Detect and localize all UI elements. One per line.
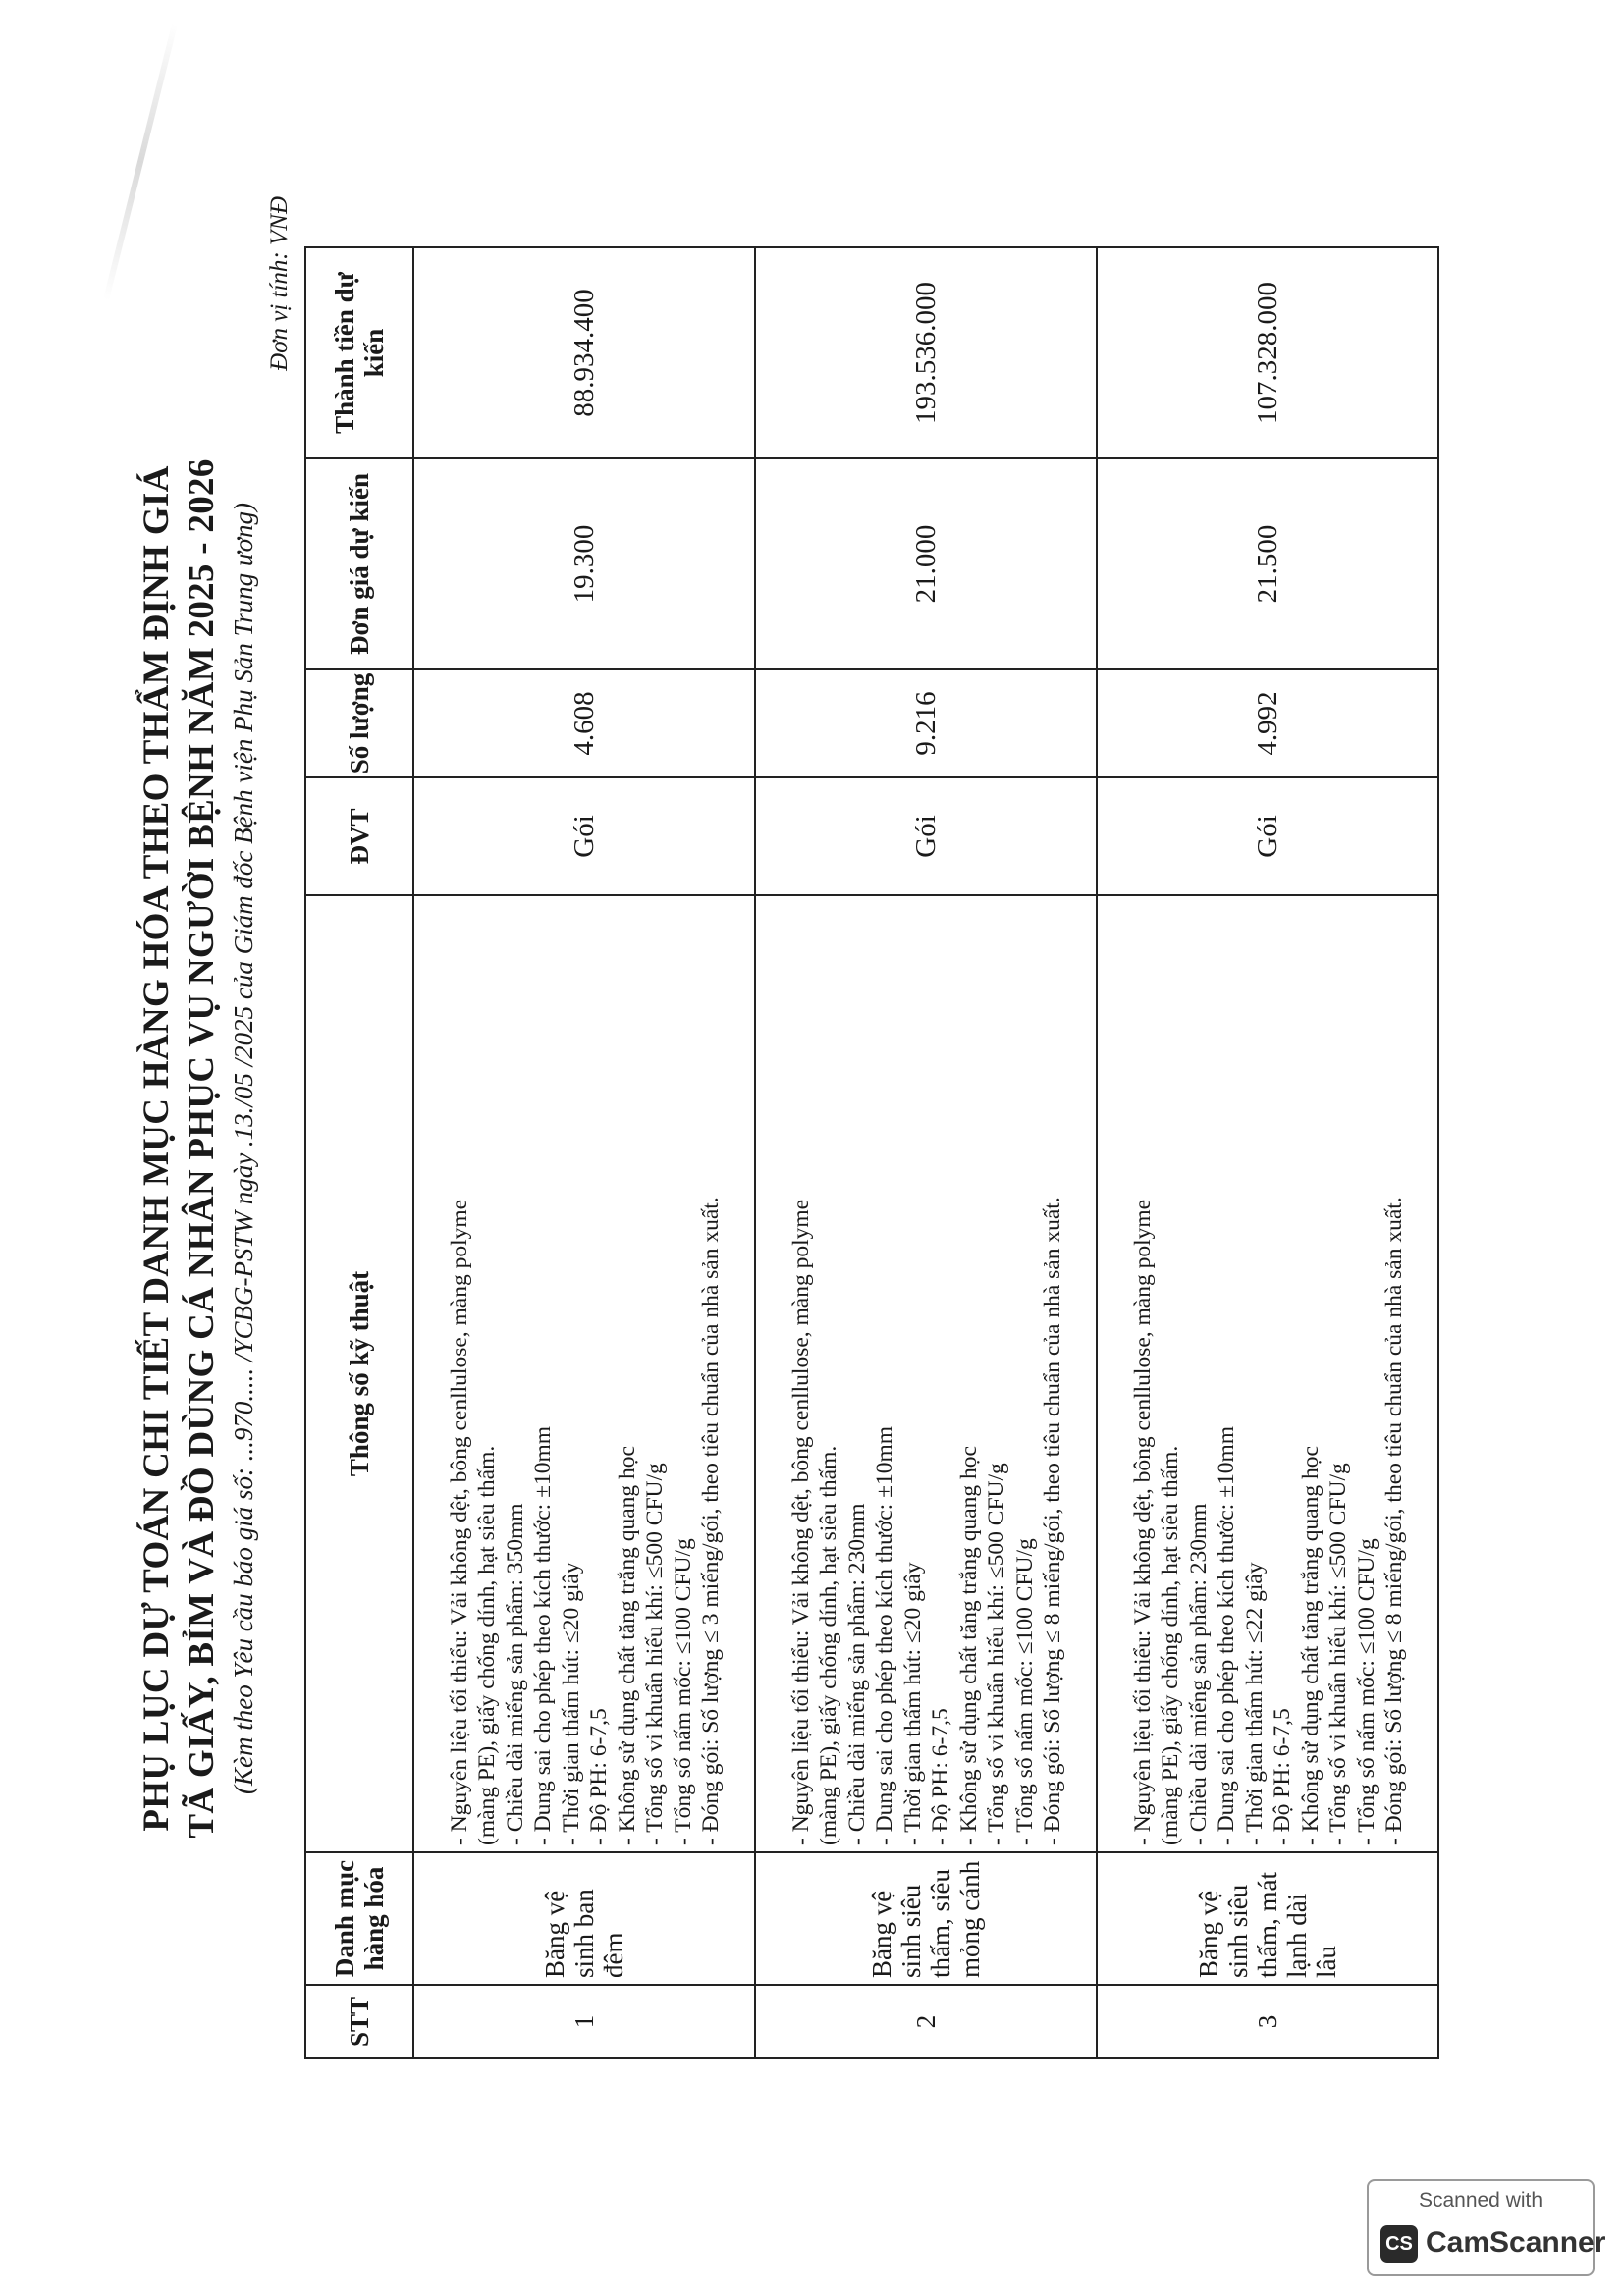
spec-line: - Tổng số nấm mốc: ≤100 CFU/g (670, 1537, 695, 1845)
row-total: 107.328.000 (1097, 247, 1438, 458)
spec-line: - Đóng gói: Số lượng ≤ 3 miếng/gói, theo tiêu chuẩn của nhà sản xuất. (697, 1196, 724, 1845)
spec-line: - Nguyên liệu tối thiểu: Vải không dệt, bông cenllulose, màng polyme (787, 1199, 813, 1845)
row-specification (1097, 895, 1438, 1852)
row-stt: 2 (755, 1985, 1097, 2058)
spec-line: - Dung sai cho phép theo kích thước: ±10mm (1213, 1425, 1239, 1845)
row-stt: 1 (413, 1985, 755, 2058)
spec-line: - Thời gian thấm hút: ≤20 giây (899, 1561, 925, 1845)
table-header-row (305, 247, 413, 2058)
spec-line: - Tổng số vi khuẩn hiếu khí: ≤500 CFU/g (983, 1462, 1009, 1845)
header-unit-price: Đơn giá dự kiến (305, 458, 413, 669)
spec-line: - Tổng số vi khuẩn hiếu khí: ≤500 CFU/g (641, 1462, 668, 1845)
table-row (755, 247, 1097, 2058)
spec-line: - Chiều dài miếng sản phẩm: 230mm (1185, 1502, 1211, 1845)
row-item-name: Băng vệ sinh siêu thấm, mát lạnh dài lâu (1097, 1852, 1438, 1985)
spec-line: (màng PE), giấy chống dính, hạt siêu thấm. (815, 1445, 841, 1845)
header-quantity: Số lượng (305, 669, 413, 777)
header-unit: ĐVT (305, 777, 413, 895)
document-title-line1: PHỤ LỤC DỰ TOÁN CHI TIẾT DANH MỤC HÀNG HÓA THEO THẨM ĐỊNH GIÁ (135, 464, 177, 1832)
document-subtitle: (Kèm theo Yêu cầu báo giá số: ...970..... /YCBG-PSTW ngày .13./05 /2025 của Giám đốc Bệnh viện Phụ Sản Trung ương) (228, 502, 258, 1794)
spec-line: - Chiều dài miếng sản phẩm: 350mm (502, 1502, 527, 1845)
row-total: 193.536.000 (755, 247, 1097, 458)
spec-line: (màng PE), giấy chống dính, hạt siêu thấm. (473, 1445, 500, 1845)
spec-line: - Không sử dụng chất tăng trắng quang học (614, 1445, 639, 1845)
document-title-line2: TÃ GIẤY, BỈM VÀ ĐỒ DÙNG CÁ NHÂN PHỤC VỤ NGƯỜI BỆNH NĂM 2025 - 2026 (181, 457, 222, 1839)
scanned-with-text: Scanned with (1418, 2189, 1543, 2212)
row-item-name: Băng vệ sinh ban đêm (413, 1852, 755, 1985)
spec-line: - Dung sai cho phép theo kích thước: ±10mm (871, 1425, 897, 1845)
row-unit: Gói (413, 777, 755, 895)
header-stt: STT (305, 1985, 413, 2058)
row-item-name: Băng vệ sinh siêu thấm, siêu mỏng cánh (755, 1852, 1097, 1985)
row-quantity: 4.608 (413, 669, 755, 777)
row-quantity: 9.216 (755, 669, 1097, 777)
row-unit-price: 21.000 (755, 458, 1097, 669)
row-stt: 3 (1097, 1985, 1438, 2058)
camscanner-badge (1367, 2179, 1606, 2276)
camscanner-brand: CamScanner (1426, 2226, 1606, 2259)
spec-line: - Không sử dụng chất tăng trắng quang học (1297, 1445, 1323, 1845)
spec-line: - Không sử dụng chất tăng trắng quang học (955, 1445, 981, 1845)
spec-line: - Nguyên liệu tối thiểu: Vải không dệt, bông cenllulose, màng polyme (446, 1199, 471, 1845)
table-row (1097, 247, 1438, 2058)
spec-line: - Đóng gói: Số lượng ≤ 8 miếng/gói, theo tiêu chuẩn của nhà sản xuất. (1039, 1196, 1065, 1845)
spec-line: - Độ PH: 6-7,5 (1269, 1707, 1295, 1845)
header-item-name: Danh mục hàng hóa (305, 1852, 413, 1985)
camscanner-logo-icon: CS (1380, 2225, 1418, 2263)
currency-unit-note: Đơn vị tính: VNĐ (265, 195, 293, 371)
rotated-document (85, 49, 1539, 2248)
spec-line: - Nguyên liệu tối thiểu: Vải không dệt, bông cenllulose, màng polyme (1129, 1199, 1155, 1845)
spec-line: - Tổng số vi khuẩn hiếu khí: ≤500 CFU/g (1325, 1462, 1351, 1845)
row-unit-price: 19.300 (413, 458, 755, 669)
spec-line: - Thời gian thấm hút: ≤20 giây (558, 1561, 583, 1845)
spec-line: - Dung sai cho phép theo kích thước: ±10mm (529, 1425, 556, 1845)
table-row (413, 247, 755, 2058)
spec-line: - Độ PH: 6-7,5 (585, 1707, 612, 1845)
cost-estimate-table (304, 246, 1439, 2059)
spec-line: (màng PE), giấy chống dính, hạt siêu thấm. (1157, 1445, 1183, 1845)
spec-line: - Tổng số nấm mốc: ≤100 CFU/g (1353, 1537, 1379, 1845)
row-specification (755, 895, 1097, 1852)
spec-line: - Thời gian thấm hút: ≤22 giây (1241, 1561, 1267, 1845)
row-unit-price: 21.500 (1097, 458, 1438, 669)
spec-line: - Độ PH: 6-7,5 (927, 1707, 953, 1845)
row-quantity: 4.992 (1097, 669, 1438, 777)
spec-line: - Đóng gói: Số lượng ≤ 8 miếng/gói, theo tiêu chuẩn của nhà sản xuất. (1380, 1196, 1407, 1845)
row-specification (413, 895, 755, 1852)
header-total: Thành tiền dự kiến (305, 247, 413, 458)
spec-line: - Chiều dài miếng sản phẩm: 230mm (843, 1502, 869, 1845)
header-specification: Thông số kỹ thuật (305, 895, 413, 1852)
row-unit: Gói (755, 777, 1097, 895)
row-unit: Gói (1097, 777, 1438, 895)
spec-line: - Tổng số nấm mốc: ≤100 CFU/g (1011, 1537, 1037, 1845)
row-total: 88.934.400 (413, 247, 755, 458)
